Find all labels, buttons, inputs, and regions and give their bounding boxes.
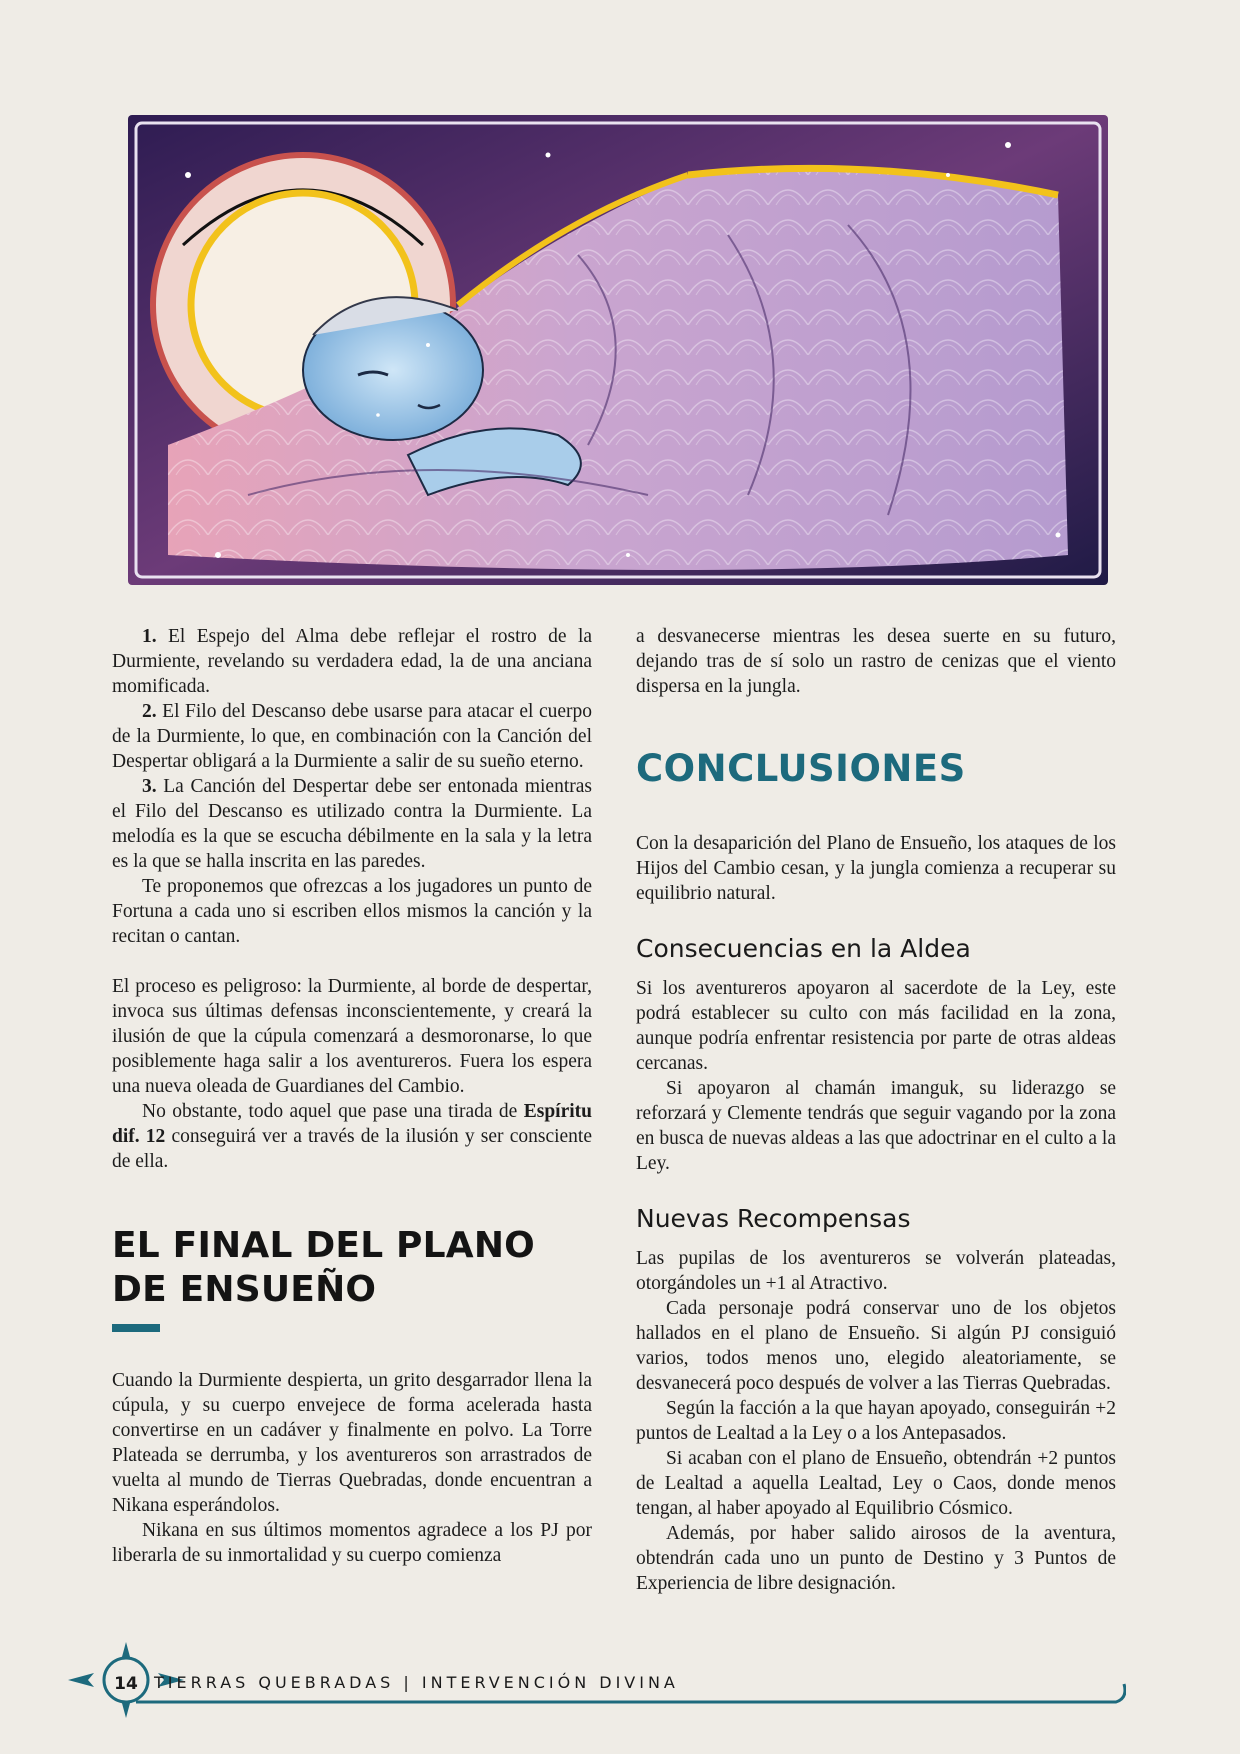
right-column <box>636 624 1116 1596</box>
paragraph: Nikana en sus últimos momentos agradece a los PJ por liberarla de su inmortalidad y su cuerpo comienza <box>112 1520 592 1566</box>
paragraph: Además, por haber salido airosos de la aventura, obtendrán cada uno un punto de Destino y 3 Puntos de Experiencia de libre designación. <box>636 1523 1116 1594</box>
heading-underline <box>112 1324 160 1332</box>
page-number: 14 <box>114 1674 138 1694</box>
subsection-heading: Nuevas Recompensas <box>636 1204 911 1233</box>
paragraph: No obstante, todo aquel que pase una tirada de Espíritu dif. 12 conseguirá ver a través de la ilusión y ser consciente de ella. <box>112 1101 592 1172</box>
paragraph: Cuando la Durmiente despierta, un grito desgarrador llena la cúpula, y su cuerpo envejece de forma acelerada hasta convertirse en un cadáver y finalmente en polvo. La Torre Plateada se derrumba, y los aventureros son arrastrados de vuelta al mundo de Tierras Quebradas, donde encuentran a Nikana esperándolos. <box>112 1370 592 1516</box>
paragraph: 1. El Espejo del Alma debe reflejar el rostro de la Durmiente, revelando su verdadera edad, la de una anciana momificada. <box>112 626 593 697</box>
paragraph: Las pupilas de los aventureros se volverán plateadas, otorgándoles un +1 al Atractivo. <box>636 1248 1116 1294</box>
paragraph: Te proponemos que ofrezcas a los jugadores un punto de Fortuna a cada uno si escriben ellos mismos la canción y la recitan o cantan. <box>112 876 592 947</box>
paragraph: Si los aventureros apoyaron al sacerdote de la Ley, este podrá establecer su culto con más facilidad en la zona, aunque podría enfrentar resistencia por parte de otras aldeas cercanas. <box>636 978 1116 1074</box>
page-footer <box>66 1640 1126 1720</box>
paragraph: Con la desaparición del Plano de Ensueño, los ataques de los Hijos del Cambio cesan, y la jungla comienza a recuperar su equilibrio natural. <box>636 833 1116 904</box>
paragraph: El proceso es peligroso: la Durmiente, al borde de despertar, invoca sus últimas defensas inconscientemente, y creará la ilusión de que la cúpula comenzará a desmoronarse, lo que posiblemente haga salir a los aventureros. Fuera los espera una nueva oleada de Guardianes del Cambio. <box>112 976 592 1097</box>
footer-title: TIERRAS QUEBRADAS | INTERVENCIÓN DIVINA <box>154 1673 679 1692</box>
paragraph: Si apoyaron al chamán imanguk, su liderazgo se reforzará y Clemente tendrás que seguir vagando por la zona en busca de nuevas aldeas a las que adoctrinar en el culto a la Ley. <box>636 1078 1116 1174</box>
subsection-heading: Consecuencias en la Aldea <box>636 934 971 963</box>
left-column <box>112 624 592 1568</box>
section-heading: CONCLUSIONES <box>636 747 966 790</box>
paragraph: a desvanecerse mientras les desea suerte en su futuro, dejando tras de sí solo un rastro de cenizas que el viento dispersa en la jungla. <box>636 626 1116 697</box>
paragraph: 3. La Canción del Despertar debe ser entonada mientras el Filo del Descanso es utilizado contra la Durmiente. La melodía es la que se escucha débilmente en la sala y la letra es la que se halla inscrita en las paredes. <box>112 776 592 872</box>
paragraph: Cada personaje podrá conservar uno de los objetos hallados en el plano de Ensueño. Si algún PJ consiguió varios, todos menos uno, elegido aleatoriamente, se desvanecerá poco después de volver a las Tierras Quebradas. <box>636 1298 1116 1394</box>
paragraph: 2. El Filo del Descanso debe usarse para atacar el cuerpo de la Durmiente, lo que, en combinación con la Canción del Despertar obligará a la Durmiente a salir de su sueño eterno. <box>112 701 592 772</box>
sleeping-woman-illustration <box>128 115 1108 585</box>
paragraph: Si acaban con el plano de Ensueño, obtendrán +2 puntos de Lealtad a aquella Lealtad, Ley o Caos, donde menos tengan, al haber apoyado al Equilibrio Cósmico. <box>636 1448 1116 1519</box>
paragraph: Según la facción a la que hayan apoyado, conseguirán +2 puntos de Lealtad a la Ley o a los Antepasados. <box>636 1398 1116 1444</box>
section-heading: EL FINAL DEL PLANO DE ENSUEÑO <box>112 1225 535 1310</box>
